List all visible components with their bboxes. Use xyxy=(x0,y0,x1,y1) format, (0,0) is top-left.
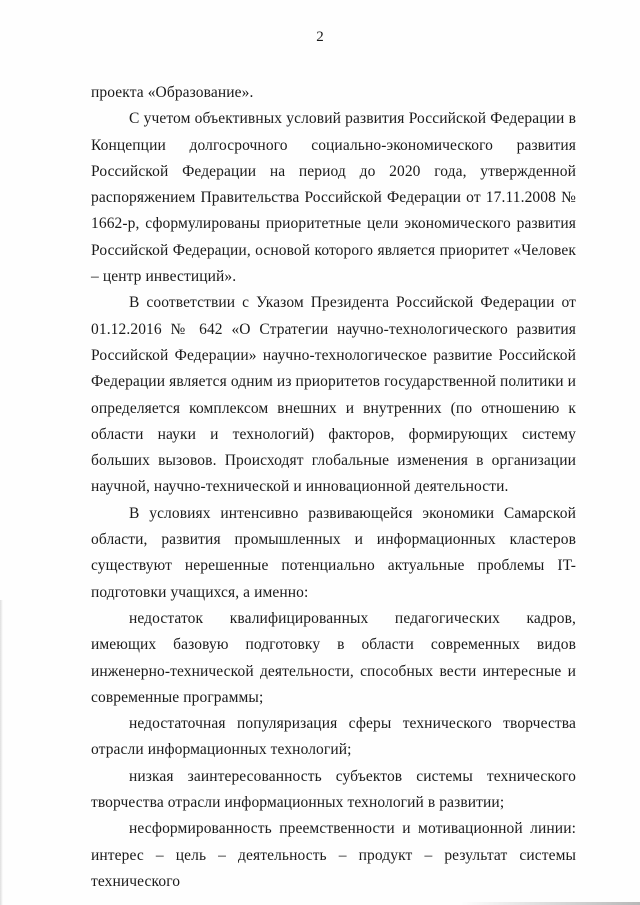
paragraph-problem-interest: низкая заинтересованность субъектов системы технического творчества отрасли информационных технологий в развитии; xyxy=(91,767,576,812)
page-number: 2 xyxy=(316,29,324,45)
paragraph-strategy: В соответствии с Указом Президента Российской Федерации от 01.12.2016 № 642 «О Стратегии научно-технологического развития Российской Федерации» научно-технологическое развитие Российской Федерации является одним из приоритетов государственной политики и определяется комплексом внешних и внутренних (по отношению к области науки и технологий) факторов, формирующих систему больших вызовов. Происходят глобальные изменения в организации научной, научно-технической и инновационной деятельности. xyxy=(91,294,576,496)
paragraph-problem-continuity: несформированность преемственности и мотивационной линии: интерес – цель – деятельность – продукт – результат системы технического xyxy=(91,820,576,890)
paragraph-problem-staff: недостаток квалифицированных педагогических кадров, имеющих базовую подготовку в области современных видов инженерно-технической деятельности, способных вести интересные и современные программы; xyxy=(91,609,576,706)
paragraph-problem-popularization: недостаточная популяризация сферы технического творчества отрасли информационных технологий; xyxy=(91,715,576,759)
paragraph-problems-intro: В условиях интенсивно развивающейся экономики Самарской области, развития промышленных и информационных кластеров существуют нерешенные потенциально актуальные проблемы IT-подготовки учащихся, а именно: xyxy=(91,504,576,601)
paragraph-continuation: проекта «Образование». xyxy=(91,84,254,101)
scan-edge-left xyxy=(0,600,3,905)
paragraph-concept: С учетом объективных условий развития Российской Федерации в Концепции долгосрочного социально-экономического развития Российской Федерации на период до 2020 года, утвержденной распоряжением Правительства Российской Федерации от 17.11.2008 № 1662-р, сформулированы приоритетные цели экономического развития Российской Федерации, основой которого является приоритет «Человек – центр инвестиций». xyxy=(91,110,576,286)
document-body xyxy=(91,80,576,895)
